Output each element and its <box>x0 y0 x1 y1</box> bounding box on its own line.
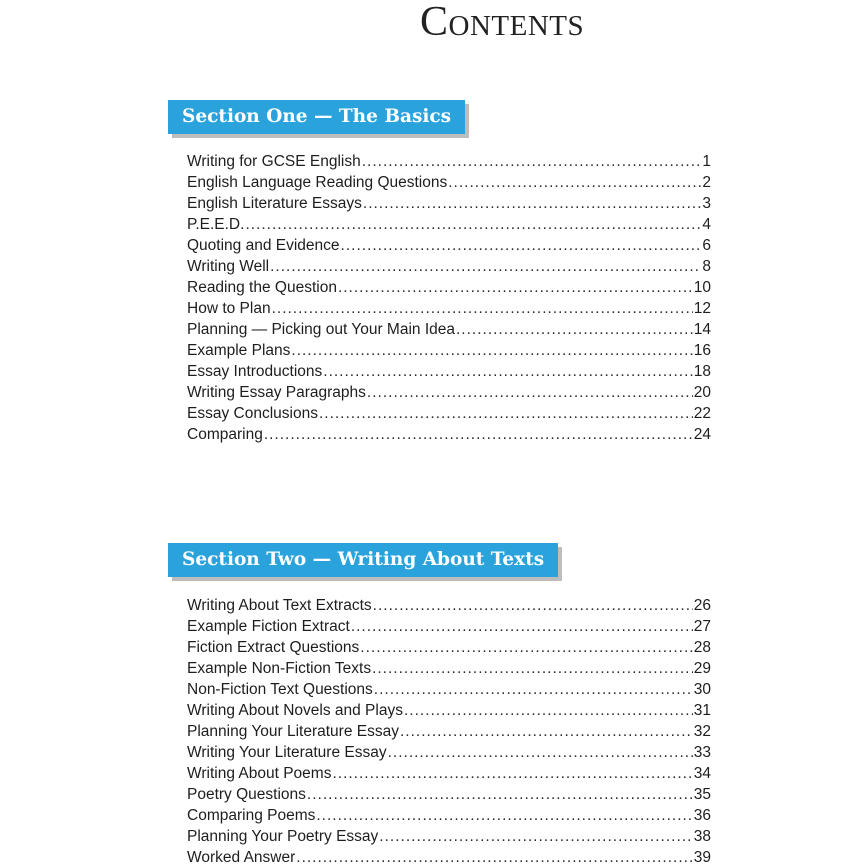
toc-leader-dots <box>367 382 693 403</box>
toc-entry-title: Writing About Novels and Plays <box>187 702 403 719</box>
section-two-header: Section Two — Writing About Texts <box>168 543 558 577</box>
toc-entry-title: Fiction Extract Questions <box>187 639 360 656</box>
toc-entry-title: Worked Answer <box>187 849 296 866</box>
toc-entry[interactable] <box>187 742 711 763</box>
toc-leader-dots <box>341 235 702 256</box>
toc-entry[interactable] <box>187 826 711 847</box>
toc-entry[interactable] <box>187 382 711 403</box>
toc-entry-page: 24 <box>693 426 711 443</box>
toc-entry-page: 16 <box>693 342 711 359</box>
toc-entry[interactable] <box>187 616 711 637</box>
toc-entry-page: 36 <box>693 807 711 824</box>
toc-entry-title: Writing About Poems <box>187 765 332 782</box>
toc-entry-page: 3 <box>702 195 711 212</box>
toc-entry[interactable] <box>187 403 711 424</box>
toc-entry-title: Example Fiction Extract <box>187 618 350 635</box>
toc-entry-page: 20 <box>693 384 711 401</box>
toc-leader-dots <box>307 784 693 805</box>
toc-entry-page: 2 <box>702 174 711 191</box>
toc-entry-page: 12 <box>693 300 711 317</box>
toc-entry[interactable] <box>187 679 711 700</box>
toc-entry[interactable] <box>187 805 711 826</box>
toc-leader-dots <box>372 658 693 679</box>
page-title: Contents <box>420 0 585 45</box>
toc-entry-title: How to Plan <box>187 300 271 317</box>
toc-leader-dots <box>363 193 701 214</box>
toc-entry[interactable] <box>187 298 711 319</box>
toc-entry-page: 38 <box>693 828 711 845</box>
toc-leader-dots <box>270 256 701 277</box>
toc-leader-dots <box>291 340 692 361</box>
toc-leader-dots <box>264 424 693 445</box>
toc-entry[interactable] <box>187 658 711 679</box>
toc-entry-title: P.E.E.D. <box>187 216 245 233</box>
toc-entry-page: 30 <box>693 681 711 698</box>
toc-entry-title: Example Non-Fiction Texts <box>187 660 372 677</box>
toc-leader-dots <box>362 151 702 172</box>
toc-leader-dots <box>319 403 693 424</box>
toc-entry[interactable] <box>187 424 711 445</box>
toc-leader-dots <box>456 319 693 340</box>
toc-leader-dots <box>360 637 692 658</box>
toc-entry-title: English Literature Essays <box>187 195 362 212</box>
toc-leader-dots <box>448 172 701 193</box>
toc-leader-dots <box>316 805 692 826</box>
toc-entry[interactable] <box>187 256 711 277</box>
toc-leader-dots <box>374 679 693 700</box>
toc-entry-page: 14 <box>693 321 711 338</box>
toc-entry-page: 28 <box>693 639 711 656</box>
toc-entry-title: Non-Fiction Text Questions <box>187 681 373 698</box>
toc-entry-page: 29 <box>693 660 711 677</box>
toc-entry-title: Essay Conclusions <box>187 405 318 422</box>
toc-entry[interactable] <box>187 700 711 721</box>
toc-entry[interactable] <box>187 340 711 361</box>
toc-entry-page: 10 <box>693 279 711 296</box>
toc-entry-title: Comparing Poems <box>187 807 316 824</box>
toc-entry-title: Essay Introductions <box>187 363 323 380</box>
section-one-toc <box>187 151 711 445</box>
section-two-toc <box>187 595 711 868</box>
toc-entry-title: Planning — Picking out Your Main Idea <box>187 321 455 338</box>
toc-entry-page: 39 <box>693 849 711 866</box>
toc-entry-page: 31 <box>693 702 711 719</box>
toc-entry-title: Comparing <box>187 426 263 443</box>
toc-entry-title: Quoting and Evidence <box>187 237 340 254</box>
toc-entry[interactable] <box>187 235 711 256</box>
toc-entry-page: 33 <box>693 744 711 761</box>
toc-entry[interactable] <box>187 172 711 193</box>
toc-entry-title: Writing Your Literature Essay <box>187 744 387 761</box>
toc-leader-dots <box>338 277 693 298</box>
toc-entry[interactable] <box>187 784 711 805</box>
toc-entry-title: Planning Your Literature Essay <box>187 723 399 740</box>
toc-entry-title: Planning Your Poetry Essay <box>187 828 379 845</box>
toc-entry-page: 35 <box>693 786 711 803</box>
toc-entry[interactable] <box>187 214 711 235</box>
toc-leader-dots <box>388 742 693 763</box>
toc-entry-title: English Language Reading Questions <box>187 174 448 191</box>
toc-entry[interactable] <box>187 151 711 172</box>
toc-entry-page: 18 <box>693 363 711 380</box>
toc-entry[interactable] <box>187 721 711 742</box>
toc-entry-title: Writing Well <box>187 258 270 275</box>
toc-leader-dots <box>373 595 693 616</box>
toc-leader-dots <box>323 361 692 382</box>
toc-entry-page: 1 <box>702 153 711 170</box>
toc-entry-page: 34 <box>693 765 711 782</box>
toc-entry-title: Writing About Text Extracts <box>187 597 372 614</box>
toc-entry[interactable] <box>187 847 711 868</box>
toc-entry-page: 32 <box>693 723 711 740</box>
toc-leader-dots <box>332 763 692 784</box>
toc-entry-title: Writing Essay Paragraphs <box>187 384 366 401</box>
toc-leader-dots <box>272 298 693 319</box>
toc-entry[interactable] <box>187 319 711 340</box>
toc-entry-page: 4 <box>702 216 711 233</box>
toc-leader-dots <box>296 847 692 868</box>
toc-entry-page: 8 <box>702 258 711 275</box>
toc-entry-page: 6 <box>702 237 711 254</box>
toc-entry-page: 27 <box>693 618 711 635</box>
toc-entry-page: 22 <box>693 405 711 422</box>
toc-entry-title: Reading the Question <box>187 279 337 296</box>
toc-entry[interactable] <box>187 595 711 616</box>
toc-entry-title: Poetry Questions <box>187 786 306 803</box>
toc-entry[interactable] <box>187 193 711 214</box>
toc-leader-dots <box>351 616 693 637</box>
toc-entry-title: Writing for GCSE English <box>187 153 361 170</box>
toc-entry[interactable] <box>187 361 711 382</box>
toc-entry[interactable] <box>187 763 711 784</box>
toc-entry[interactable] <box>187 637 711 658</box>
toc-leader-dots <box>400 721 693 742</box>
toc-leader-dots <box>404 700 693 721</box>
toc-entry-page: 26 <box>693 597 711 614</box>
toc-entry-title: Example Plans <box>187 342 291 359</box>
section-one-header: Section One — The Basics <box>168 100 465 134</box>
toc-entry[interactable] <box>187 277 711 298</box>
toc-leader-dots <box>245 214 701 235</box>
toc-leader-dots <box>379 826 692 847</box>
